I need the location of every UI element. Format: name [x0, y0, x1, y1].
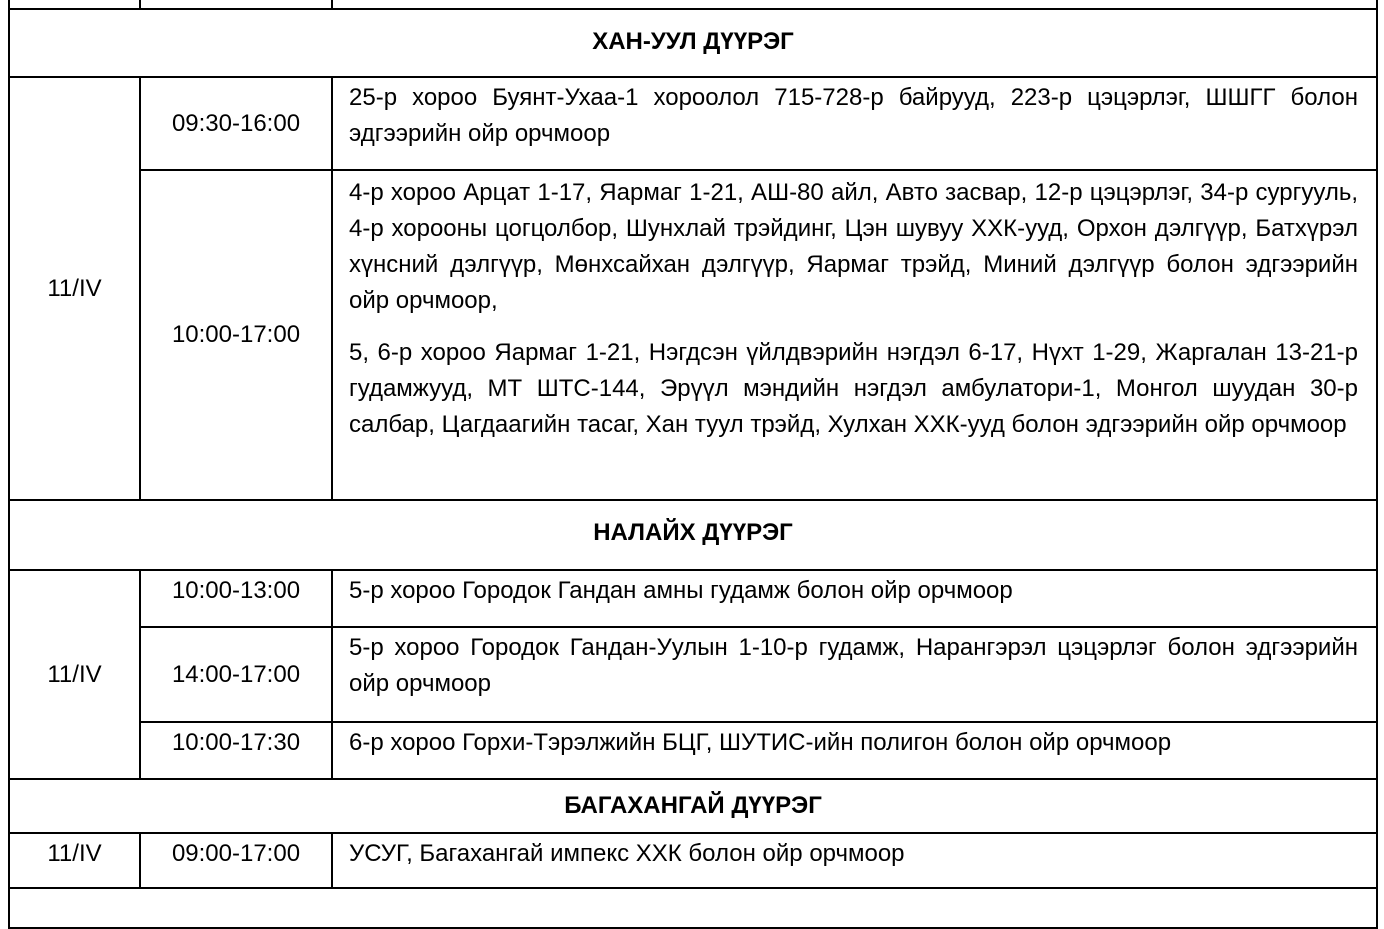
description-text: 6-р хороо Горхи-Тэрэлжийн БЦГ, ШУТИС-ийн полигон болон ойр орчмоор: [349, 729, 1172, 756]
district-header-row: [9, 9, 1377, 77]
description-text: 4-р хороо Арцат 1-17, Яармаг 1-21, АШ-80 айл, Авто засвар, 12-р цэцэрлэг, 34-р сургууль, 4-р хорооны цогцолбор, Шунхлай трэйдинг, Цэн шувуу ХХК-ууд, Орхон дэлгүүр, Батхүрэл хүнсний дэлгүүр, Мөнхсайхан дэлгүүр, Яармаг трэйд, Миний дэлгүүр болон эдгээрийн ойр орчмоор,: [349, 179, 1358, 314]
description-cell: [332, 833, 1377, 888]
description-cell: [332, 570, 1377, 627]
district-header-row: [9, 779, 1377, 833]
description-cell: [332, 170, 1377, 500]
day-cell: 11/IV: [9, 77, 140, 500]
time-cell: 09:30-16:00: [140, 77, 332, 170]
table-row: [9, 570, 1377, 627]
description-text: 5-р хороо Городок Гандан амны гудамж болон ойр орчмоор: [349, 577, 1013, 604]
table-row: [9, 627, 1377, 722]
outage-schedule-table: [8, 0, 1378, 929]
description-text: 5-р хороо Городок Гандан-Уулын 1-10-р гудамж, Нарангэрэл цэцэрлэг болон эдгээрийн ойр орчмоор: [349, 634, 1358, 697]
table-row: [9, 833, 1377, 888]
day-cell: [9, 0, 140, 9]
district-header-row: [9, 500, 1377, 570]
time-cell: 09:00-17:00: [140, 833, 332, 888]
previous-row-fragment: [9, 0, 1377, 9]
district-title-nalaikh: НАЛАЙХ ДҮҮРЭГ: [9, 500, 1377, 570]
table-row: [9, 77, 1377, 170]
description-text: УСУГ, Багахангай импекс ХХК болон ойр орчмоор: [349, 840, 905, 867]
time-cell: 14:00-17:00: [140, 627, 332, 722]
district-title-bagakhangai: БАГАХАНГАЙ ДҮҮРЭГ: [9, 779, 1377, 833]
next-district-header-cut: [9, 888, 1377, 928]
description-text: 25-р хороо Буянт-Ухаа-1 хороолол 715-728-р байрууд, 223-р цэцэрлэг, ШШГГ болон эдгээрийн ойр орчмоор: [349, 84, 1358, 147]
time-cell: 10:00-17:30: [140, 722, 332, 779]
description-cell: [332, 722, 1377, 779]
table-row: [9, 170, 1377, 500]
table-row: [9, 722, 1377, 779]
time-cell: 10:00-13:00: [140, 570, 332, 627]
description-text: 5, 6-р хороо Яармаг 1-21, Нэгдсэн үйлдвэрийн нэгдэл 6-17, Нүхт 1-29, Жаргалан 13-21-р гудамжууд, МТ ШТС-144, Эрүүл мэндийн нэгдэл амбулатори-1, Монгол шуудан 30-р салбар, Цагдаагийн тасаг, Хан туул трэйд, Хулхан ХХК-ууд болон эдгээрийн ойр орчмоор: [349, 339, 1358, 438]
description-cell: [332, 77, 1377, 170]
description-cell: [332, 627, 1377, 722]
outage-schedule-document: [8, 0, 1376, 929]
day-cell: 11/IV: [9, 570, 140, 779]
next-row-fragment: [9, 888, 1377, 928]
district-title-khan-uul: ХАН-УУЛ ДҮҮРЭГ: [9, 9, 1377, 77]
description-cell: [332, 0, 1377, 9]
time-cell: 10:00-17:00: [140, 170, 332, 500]
time-cell: [140, 0, 332, 9]
day-cell: 11/IV: [9, 833, 140, 888]
